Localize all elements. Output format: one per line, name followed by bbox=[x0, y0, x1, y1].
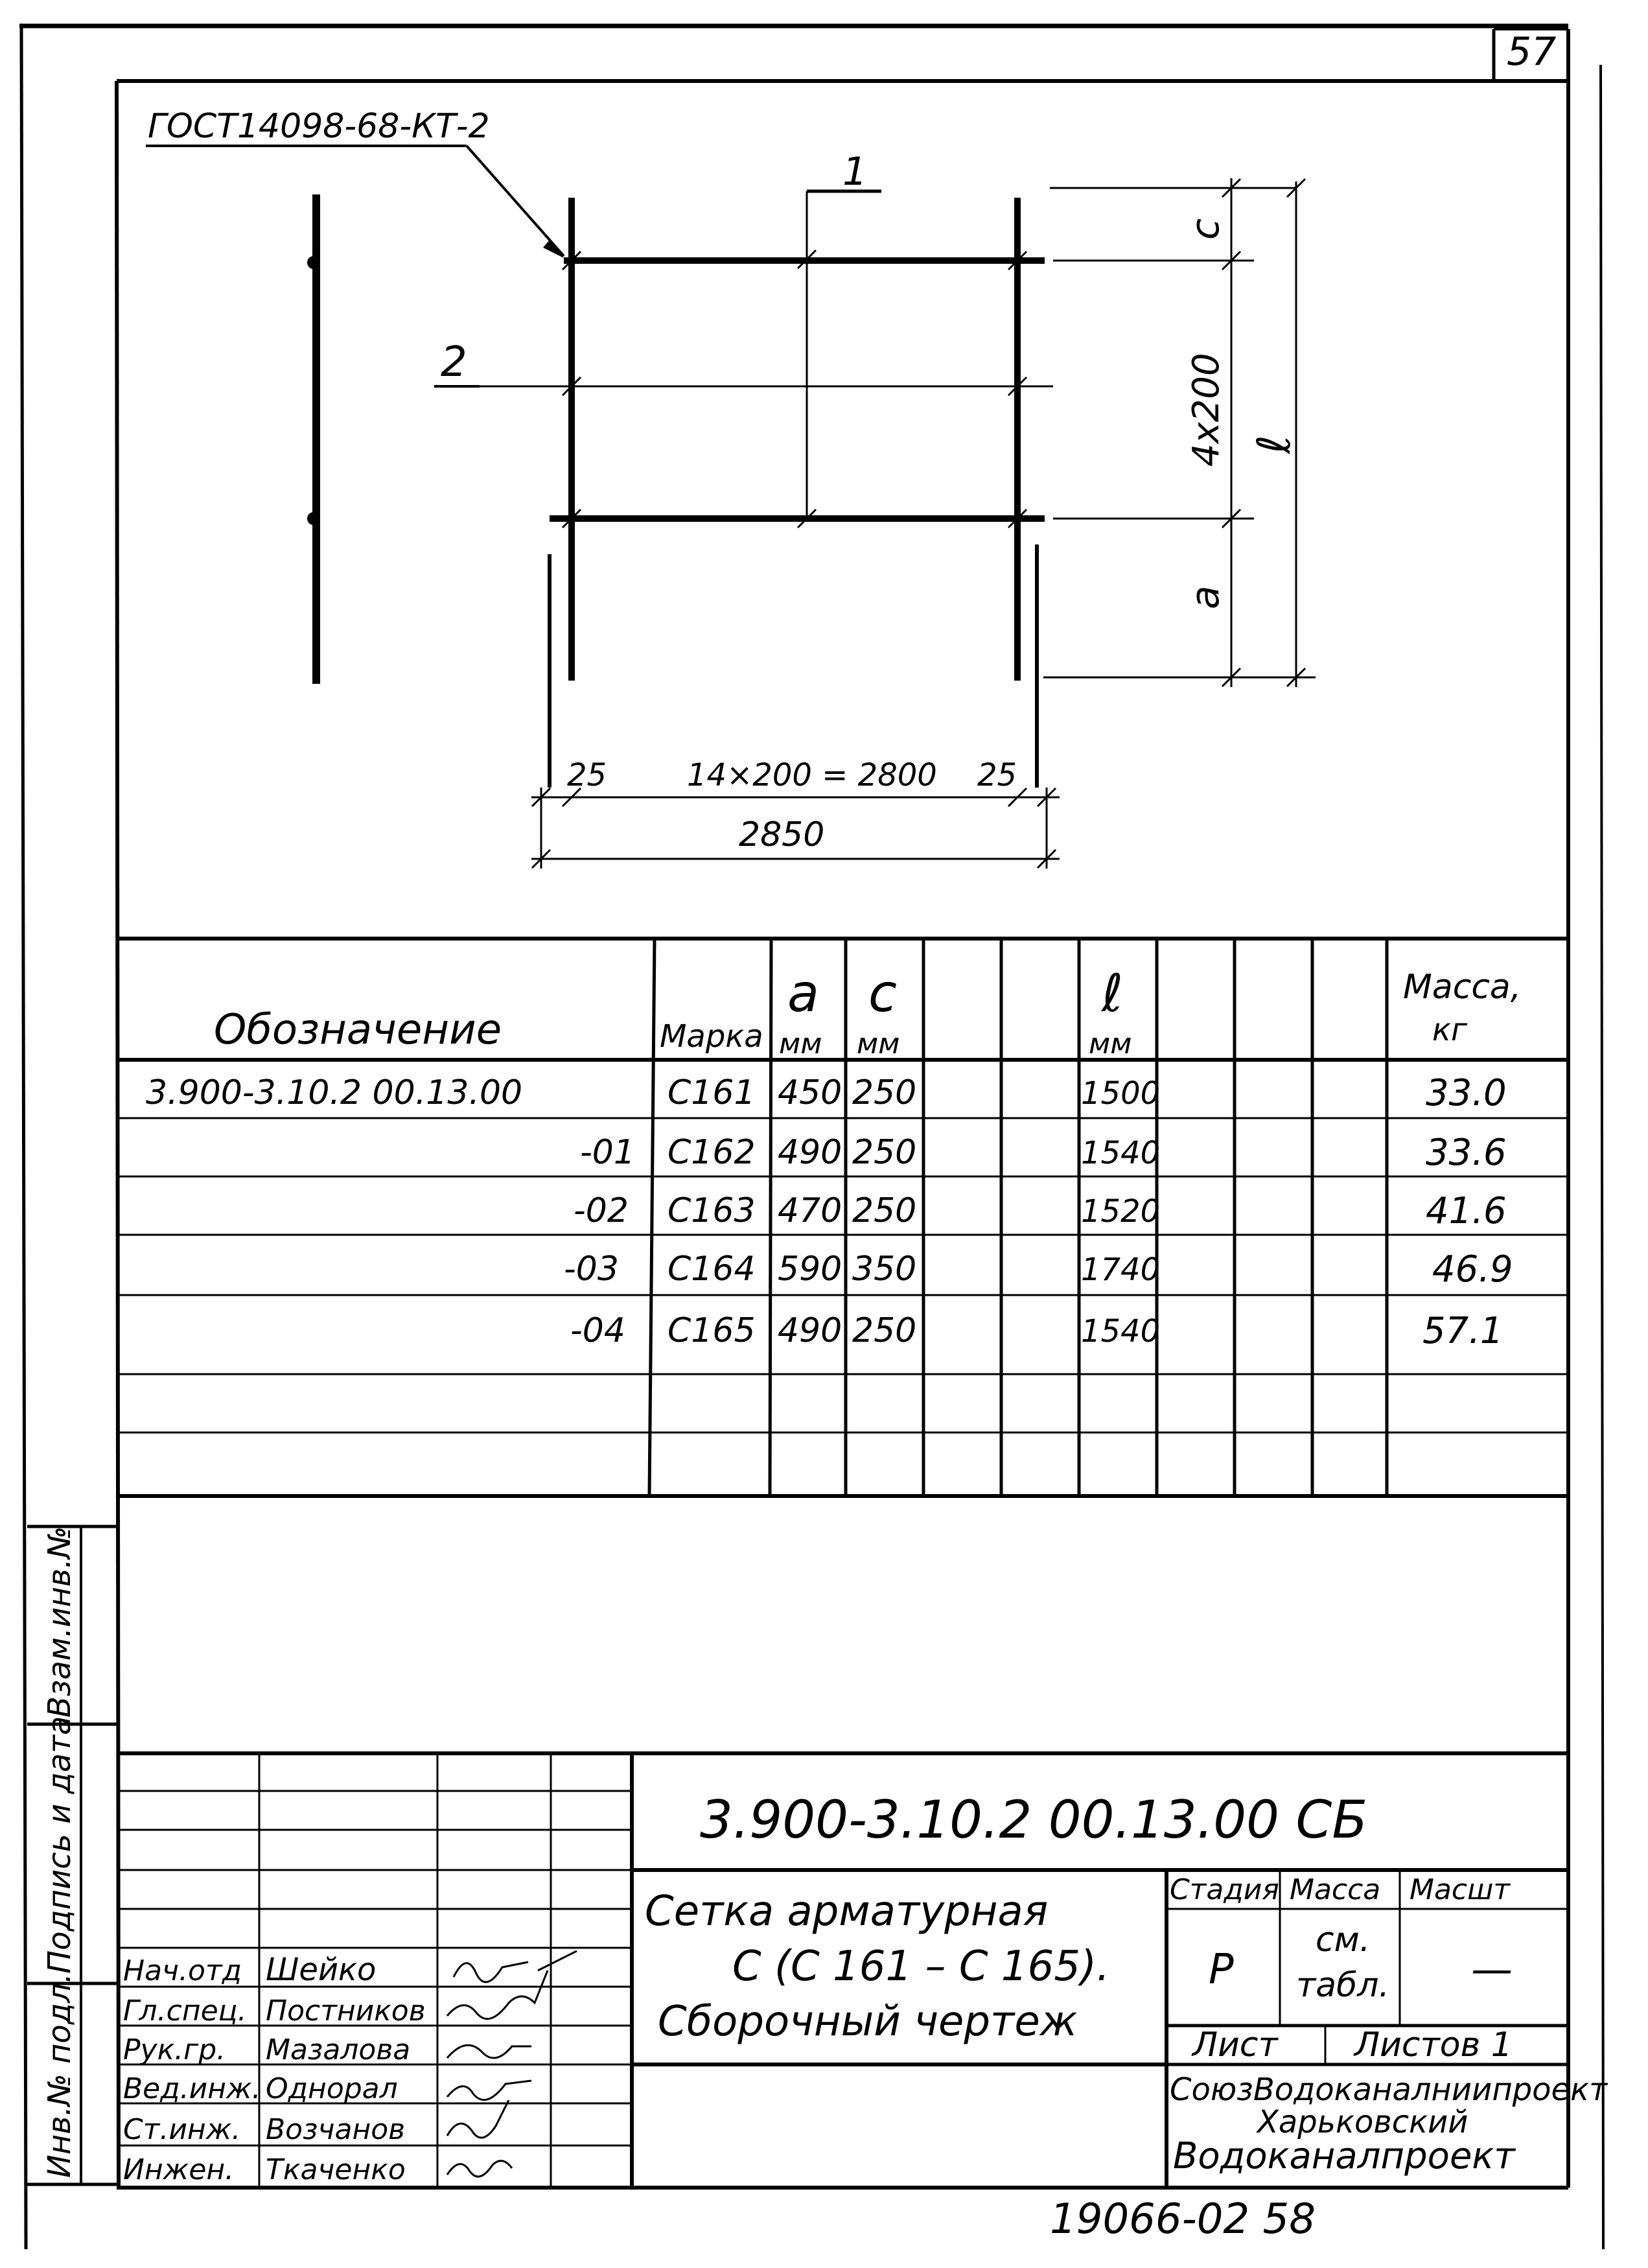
signature-name: Шейко bbox=[266, 1952, 377, 1988]
signature-role: Ст.инж. bbox=[123, 2113, 241, 2146]
row-designation: 3.900-3.10.2 00.13.00 bbox=[146, 1073, 523, 1112]
signature-row bbox=[123, 2072, 398, 2105]
signature-name: Постников bbox=[266, 1994, 426, 2028]
header-mass: Масса, bbox=[1403, 968, 1522, 1007]
row-c: 250 bbox=[852, 1133, 917, 1172]
row-a: 490 bbox=[778, 1311, 842, 1350]
title-line-1: Сетка арматурная bbox=[645, 1888, 1049, 1935]
header-l: ℓ bbox=[1102, 963, 1124, 1023]
stamp-inv-podl: Инв.№ подл. bbox=[41, 1973, 78, 2178]
signature-row bbox=[123, 1952, 376, 1988]
row-a: 590 bbox=[778, 1250, 842, 1289]
spec-table bbox=[117, 939, 1568, 1496]
org-line-3: Водоканалпроект bbox=[1173, 2135, 1515, 2177]
row-l: 1740 bbox=[1081, 1252, 1161, 1288]
title-block bbox=[117, 1753, 1608, 2188]
doc-code: 3.900-3.10.2 00.13.00 СБ bbox=[700, 1790, 1368, 1850]
mesh-drawing bbox=[146, 107, 1316, 869]
row-mark: С161 bbox=[667, 1073, 756, 1112]
dim-a-label: a bbox=[1183, 585, 1228, 609]
signature-role: Нач.отд bbox=[123, 1954, 242, 1987]
dim-14x200-label: 14×200 = 2800 bbox=[687, 757, 937, 793]
dim-25-left-label: 25 bbox=[567, 757, 607, 793]
header-l-unit: мм bbox=[1089, 1027, 1132, 1060]
row-mass: 46.9 bbox=[1432, 1248, 1513, 1291]
title-line-2: С (С 161 – С 165). bbox=[732, 1943, 1110, 1991]
row-mass: 57.1 bbox=[1422, 1310, 1503, 1352]
row-mark: С163 bbox=[667, 1191, 756, 1230]
table-row bbox=[570, 1310, 1503, 1352]
row-c: 250 bbox=[852, 1311, 917, 1350]
row-designation: -04 bbox=[570, 1311, 625, 1350]
row-a: 490 bbox=[778, 1133, 842, 1172]
header-mass-unit: кг bbox=[1432, 1012, 1468, 1048]
stamp-vzam-inv: Взам.инв.№ bbox=[41, 1526, 78, 1718]
row-a: 450 bbox=[778, 1073, 842, 1112]
dim-4x200-label: 4x200 bbox=[1185, 353, 1227, 467]
sheet-number: 57 bbox=[1507, 29, 1557, 75]
stage-value: Р bbox=[1209, 1946, 1234, 1994]
header-c-unit: мм bbox=[857, 1027, 900, 1060]
dim-c-label: c bbox=[1183, 218, 1228, 240]
row-mass: 33.6 bbox=[1426, 1132, 1507, 1174]
mass-value-1: см. bbox=[1316, 1921, 1371, 1959]
weld-dot-icon bbox=[307, 512, 320, 525]
row-mass: 33.0 bbox=[1426, 1072, 1507, 1114]
row-c: 250 bbox=[852, 1073, 917, 1112]
row-l: 1540 bbox=[1081, 1135, 1161, 1171]
scale-value: — bbox=[1471, 1946, 1513, 1994]
header-a: a bbox=[787, 963, 820, 1023]
table-row bbox=[564, 1248, 1513, 1291]
signature-row bbox=[123, 2113, 405, 2146]
org-line-2: Харьковский bbox=[1257, 2104, 1468, 2140]
signature-role: Вед.инж. bbox=[123, 2072, 261, 2105]
table-row bbox=[580, 1132, 1507, 1174]
row-designation: -02 bbox=[574, 1191, 629, 1230]
stage-header: Стадия bbox=[1170, 1873, 1279, 1906]
mass-header: Масса bbox=[1290, 1873, 1381, 1906]
mass-value-2: табл. bbox=[1296, 1966, 1389, 2005]
gost-label: ГОСТ14098-68-КТ-2 bbox=[148, 107, 490, 146]
header-mark: Марка bbox=[660, 1018, 763, 1055]
weld-dot-icon bbox=[307, 256, 320, 269]
signature-name: Возчанов bbox=[266, 2113, 406, 2146]
footer-number: 19066-02 58 bbox=[1050, 2195, 1316, 2243]
row-mark: С165 bbox=[667, 1311, 756, 1350]
dim-25-right-label: 25 bbox=[977, 757, 1017, 793]
side-stamp bbox=[27, 1526, 117, 2184]
row-mark: С164 bbox=[667, 1250, 756, 1289]
signature-role: Инжен. bbox=[123, 2153, 235, 2186]
row-mass: 41.6 bbox=[1426, 1190, 1507, 1232]
row-l: 1540 bbox=[1081, 1313, 1161, 1350]
row-mark: С162 bbox=[667, 1133, 756, 1172]
sheet-label: Лист bbox=[1192, 2026, 1278, 2064]
header-designation: Обозначение bbox=[214, 1006, 502, 1054]
row-l: 1500 bbox=[1081, 1075, 1161, 1112]
callout-1-label: 1 bbox=[842, 149, 868, 194]
signature-role: Гл.спец. bbox=[123, 1994, 247, 2028]
header-a-unit: мм bbox=[779, 1027, 822, 1060]
signature-row bbox=[123, 1994, 426, 2028]
signature-name: Однорал bbox=[266, 2072, 398, 2105]
title-line-3: Сборочный чертеж bbox=[658, 1998, 1078, 2046]
row-c: 250 bbox=[852, 1191, 917, 1230]
table-row bbox=[146, 1072, 1507, 1114]
table-row bbox=[574, 1190, 1507, 1232]
header-c: c bbox=[868, 963, 897, 1023]
callout-2-label: 2 bbox=[441, 338, 467, 386]
signature-row bbox=[123, 2153, 406, 2186]
signature-row bbox=[123, 2033, 410, 2066]
row-a: 470 bbox=[778, 1191, 842, 1230]
row-l: 1520 bbox=[1081, 1193, 1161, 1230]
signature-name: Мазалова bbox=[266, 2033, 411, 2066]
row-designation: -01 bbox=[580, 1133, 635, 1172]
row-designation: -03 bbox=[564, 1250, 619, 1289]
sheets-label: Листов 1 bbox=[1354, 2026, 1513, 2064]
org-line-1: СоюзВодоканалниипроект bbox=[1170, 2072, 1608, 2108]
row-c: 350 bbox=[852, 1250, 917, 1289]
dim-2850-label: 2850 bbox=[739, 815, 825, 854]
signature-name: Ткаченко bbox=[266, 2153, 406, 2186]
signature-role: Рук.гр. bbox=[123, 2033, 226, 2066]
scale-header: Масшт bbox=[1410, 1873, 1511, 1906]
stamp-podpis-data: Подпись и дата bbox=[41, 1716, 78, 1974]
dim-l-label: ℓ bbox=[1248, 435, 1301, 454]
